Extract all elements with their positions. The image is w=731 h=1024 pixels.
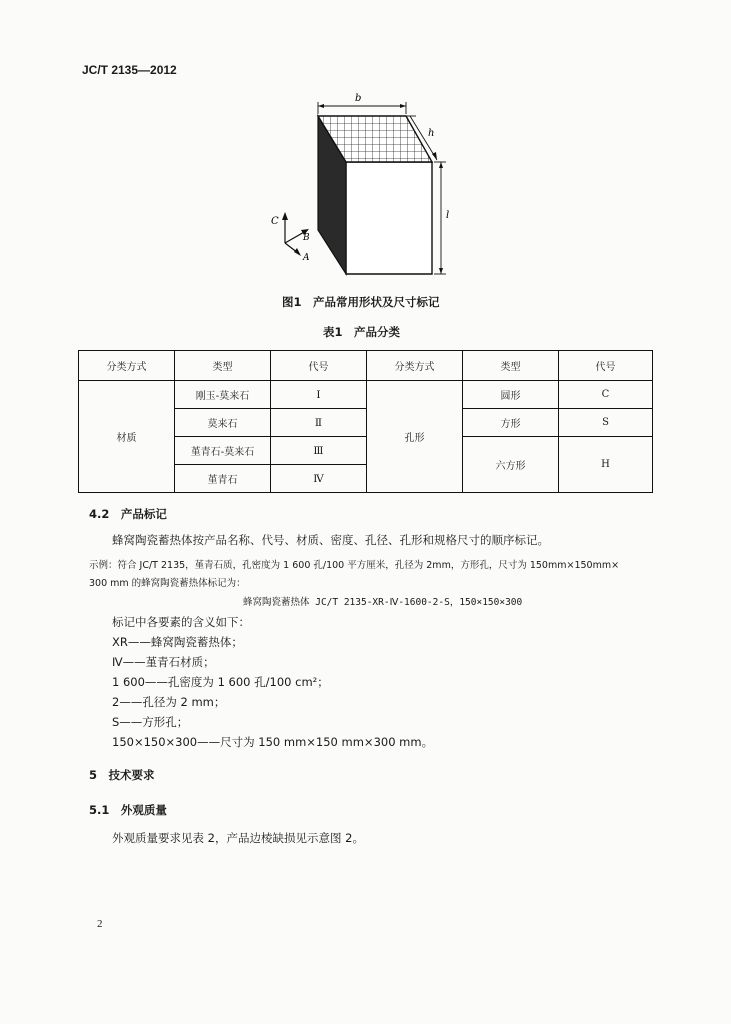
header-cell: 分类方式 — [367, 351, 463, 381]
axis-label-A: A — [303, 253, 310, 263]
left-method-cell: 材质 — [79, 381, 175, 493]
right-method-cell: 孔形 — [367, 381, 463, 493]
section-4-2-heading: 4.2 产品标记 — [89, 507, 167, 521]
header-cell: 类型 — [463, 351, 559, 381]
figure-1-caption: 图1 产品常用形状及尺寸标记 — [282, 295, 440, 309]
type-cell: 方形 — [463, 409, 559, 437]
appearance-paragraph: 外观质量要求见表 2，产品边棱缺损见示意图 2。 — [112, 831, 364, 845]
header-cell: 代号 — [559, 351, 653, 381]
section-5-1-heading: 5.1 外观质量 — [89, 803, 167, 817]
code-cell: C — [559, 381, 653, 409]
type-cell: 刚玉-莫来石 — [175, 381, 271, 409]
meaning-item: Ⅳ——堇青石材质； — [112, 655, 215, 669]
dim-label-h: h — [428, 128, 435, 139]
page-number: 2 — [97, 918, 103, 930]
table-1-title: 表1 产品分类 — [323, 325, 401, 339]
code-cell: Ⅱ — [271, 409, 367, 437]
code-cell: Ⅰ — [271, 381, 367, 409]
type-cell: 六方形 — [463, 437, 559, 493]
table-row — [79, 381, 653, 409]
section-5-heading: 5 技术要求 — [89, 768, 155, 782]
marking-example: 蜂窝陶瓷蓄热体 JC/T 2135-XR-Ⅳ-1600-2-S，150×150×300 — [243, 597, 523, 608]
marking-paragraph: 蜂窝陶瓷蓄热体按产品名称、代号、材质、密度、孔径、孔形和规格尺寸的顺序标记。 — [112, 533, 549, 547]
table-header-row — [79, 351, 653, 381]
dim-label-b: b — [355, 93, 362, 104]
dim-label-l: l — [446, 210, 450, 221]
axis-label-C: C — [271, 216, 279, 227]
code-cell: Ⅲ — [271, 437, 367, 465]
code-cell: H — [559, 437, 653, 493]
figure-1-honeycomb-block — [260, 88, 470, 288]
meaning-item: 150×150×300——尺寸为 150 mm×150 mm×300 mm。 — [112, 735, 434, 749]
code-cell: Ⅳ — [271, 465, 367, 493]
meaning-intro: 标记中各要素的含义如下： — [112, 615, 250, 629]
header-cell: 类型 — [175, 351, 271, 381]
type-cell: 圆形 — [463, 381, 559, 409]
header-cell: 分类方式 — [79, 351, 175, 381]
meaning-item: 1 600——孔密度为 1 600 孔/100 cm²； — [112, 675, 329, 689]
type-cell: 莫来石 — [175, 409, 271, 437]
example-line-2: 300 mm 的蜂窝陶瓷蓄热体标记为： — [89, 578, 246, 589]
meaning-item: XR——蜂窝陶瓷蓄热体； — [112, 635, 243, 649]
header-cell: 代号 — [271, 351, 367, 381]
code-cell: S — [559, 409, 653, 437]
axis-label-B: B — [303, 233, 310, 243]
classification-table — [78, 350, 653, 493]
type-cell: 堇青石-莫来石 — [175, 437, 271, 465]
meaning-item: S——方形孔； — [112, 715, 189, 729]
meaning-item: 2——孔径为 2 mm； — [112, 695, 226, 709]
type-cell: 堇青石 — [175, 465, 271, 493]
example-line-1: 示例：符合 JC/T 2135，堇青石质，孔密度为 1 600 孔/100 平方厘米，孔径为 2mm，方形孔，尺寸为 150mm×150mm× — [89, 560, 620, 571]
document-header: JC/T 2135—2012 — [82, 63, 177, 77]
